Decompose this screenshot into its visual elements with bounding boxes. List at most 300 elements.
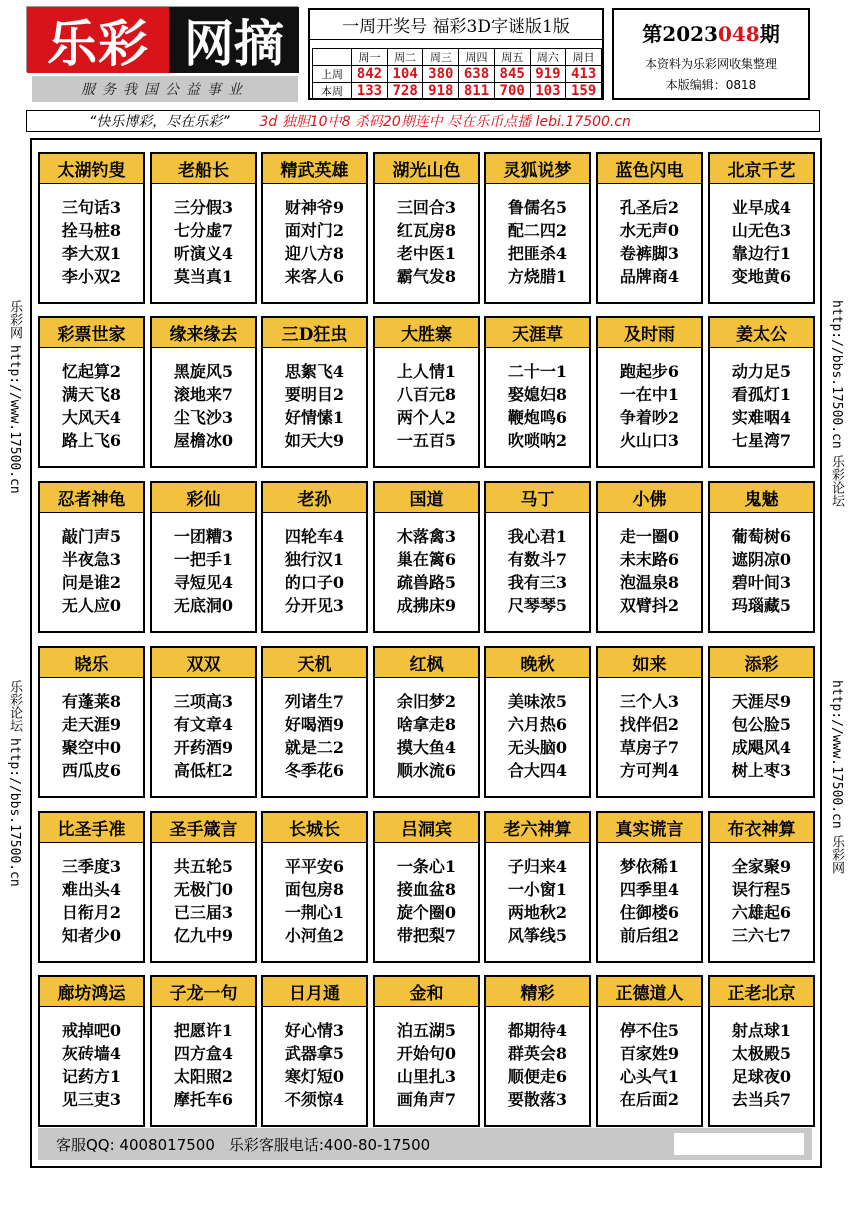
draw-number: 700 [494, 83, 530, 100]
puzzle-line: 小河鱼2 [284, 926, 345, 945]
puzzle-line: 尘飞沙3 [173, 408, 234, 427]
puzzle-author-title: 日月通 [263, 977, 366, 1007]
puzzle-cell [596, 152, 703, 304]
puzzle-author-title: 三D狂虫 [263, 318, 366, 348]
puzzle-cell [150, 481, 257, 633]
puzzle-lines [486, 348, 589, 452]
puzzle-cell [373, 481, 480, 633]
puzzle-line: 子归来4 [507, 857, 568, 876]
puzzle-line: 滚地来7 [173, 385, 234, 404]
puzzle-author-title: 彩票世家 [40, 318, 143, 348]
puzzle-cell [150, 811, 257, 963]
puzzle-line: 敲门声5 [61, 527, 122, 546]
puzzle-line: 思絮飞4 [284, 362, 345, 381]
puzzle-frame [30, 138, 822, 1168]
puzzle-line: 合大四4 [507, 761, 568, 780]
puzzle-row [38, 975, 814, 1130]
puzzle-line: 三六七7 [731, 926, 792, 945]
puzzle-line: 泡温泉8 [619, 573, 680, 592]
puzzle-line: 难出头4 [61, 880, 122, 899]
puzzle-cell [708, 481, 815, 633]
puzzle-line: 方烧腊1 [507, 267, 568, 286]
puzzle-line: 走一圈0 [619, 527, 680, 546]
puzzle-cell [150, 316, 257, 468]
puzzle-author-title: 精彩 [486, 977, 589, 1007]
puzzle-author-title: 大胜寨 [375, 318, 478, 348]
puzzle-cell [596, 975, 703, 1127]
puzzle-lines [152, 184, 255, 288]
puzzle-line: 寻短见4 [173, 573, 234, 592]
puzzle-lines [40, 843, 143, 947]
puzzle-cell [261, 646, 368, 798]
puzzle-line: 百家姓9 [619, 1044, 680, 1063]
puzzle-line: 六月热6 [507, 715, 568, 734]
puzzle-author-title: 忍者神龟 [40, 483, 143, 513]
puzzle-author-title: 老孙 [263, 483, 366, 513]
puzzle-author-title: 正德道人 [598, 977, 701, 1007]
draw-number: 638 [459, 66, 495, 83]
puzzle-line: 跑起步6 [619, 362, 680, 381]
side-url: http://www.17500.cn [7, 345, 22, 494]
puzzle-cell [150, 152, 257, 304]
puzzle-line: 灰砖墙4 [61, 1044, 122, 1063]
puzzle-author-title: 晓乐 [40, 648, 143, 678]
puzzle-line: 射点球1 [731, 1021, 792, 1040]
footer-bar [38, 1128, 812, 1160]
puzzle-line: 武器拿5 [284, 1044, 345, 1063]
puzzle-line: 无极门0 [173, 880, 234, 899]
puzzle-line: 一把手1 [173, 550, 234, 569]
puzzle-line: 带把梨7 [396, 926, 457, 945]
right-side-top-text [828, 300, 844, 507]
puzzle-line: 四季里4 [619, 880, 680, 899]
weekly-draw-title: 一周开奖号 福彩3D字谜版1版 [310, 10, 602, 40]
puzzle-line: 莫当真1 [173, 267, 234, 286]
puzzle-line: 屋檐冰0 [173, 431, 234, 450]
weekday-header: 周四 [459, 49, 495, 66]
puzzle-line: 看孤灯1 [731, 385, 792, 404]
puzzle-cell [261, 481, 368, 633]
puzzle-line: 七分虚7 [173, 221, 234, 240]
puzzle-author-title: 马丁 [486, 483, 589, 513]
puzzle-author-title: 精武英雄 [263, 154, 366, 184]
draw-number: 159 [566, 83, 602, 100]
puzzle-line: 满天飞8 [61, 385, 122, 404]
puzzle-line: 财神爷9 [284, 198, 345, 217]
puzzle-line: 三分假3 [173, 198, 234, 217]
puzzle-line: 成飓风4 [731, 738, 792, 757]
site-logo [26, 6, 298, 72]
puzzle-lines [598, 348, 701, 452]
issue-title [614, 18, 808, 47]
puzzle-line: 火山口3 [619, 431, 680, 450]
side-cn: 乐彩网 [829, 834, 844, 874]
puzzle-cell [38, 646, 145, 798]
this-week-row [313, 83, 602, 100]
puzzle-line: 七星湾7 [731, 431, 792, 450]
side-cn: 乐彩网 [7, 300, 22, 339]
puzzle-lines [152, 678, 255, 782]
puzzle-line: 一条心1 [396, 857, 457, 876]
puzzle-line: 黑旋风5 [173, 362, 234, 381]
puzzle-line: 知者少0 [61, 926, 122, 945]
puzzle-line: 已三届3 [173, 903, 234, 922]
puzzle-line: 三项高3 [173, 692, 234, 711]
puzzle-lines [598, 1007, 701, 1111]
table-corner [313, 49, 352, 66]
puzzle-line: 独行汉1 [284, 550, 345, 569]
puzzle-line: 停不住5 [619, 1021, 680, 1040]
puzzle-lines [486, 513, 589, 617]
customer-service-phone: 乐彩客服电话:400-80-17500 [228, 1135, 431, 1154]
puzzle-cell [38, 481, 145, 633]
draw-number: 845 [494, 66, 530, 83]
puzzle-line: 娶媳妇8 [507, 385, 568, 404]
puzzle-author-title: 晚秋 [486, 648, 589, 678]
puzzle-lines [710, 1007, 813, 1111]
puzzle-line: 业早成4 [731, 198, 792, 217]
issue-number: 048 [717, 22, 760, 46]
puzzle-author-title: 及时雨 [598, 318, 701, 348]
puzzle-line: 未末路6 [619, 550, 680, 569]
puzzle-cell [708, 316, 815, 468]
side-url: http://bbs.17500.cn [7, 738, 22, 887]
puzzle-line: 摩托车6 [173, 1090, 234, 1109]
puzzle-cell [261, 152, 368, 304]
draw-number: 133 [352, 83, 388, 100]
customer-service-qq: 客服QQ: 4008017500 [56, 1135, 215, 1154]
puzzle-cell [484, 152, 591, 304]
last-week-label: 上周 [313, 66, 352, 83]
puzzle-line: 大风天4 [61, 408, 122, 427]
puzzle-author-title: 天涯草 [486, 318, 589, 348]
puzzle-lines [710, 184, 813, 288]
puzzle-cell [38, 811, 145, 963]
puzzle-cell [261, 316, 368, 468]
puzzle-cell [261, 811, 368, 963]
puzzle-line: 玛瑙藏5 [731, 596, 792, 615]
puzzle-lines [263, 678, 366, 782]
puzzle-cell [484, 646, 591, 798]
puzzle-lines [598, 678, 701, 782]
puzzle-line: 顺便走6 [507, 1067, 568, 1086]
puzzle-author-title: 长城长 [263, 813, 366, 843]
puzzle-line: 泊五湖5 [396, 1021, 457, 1040]
puzzle-lines [375, 678, 478, 782]
puzzle-line: 余旧梦2 [396, 692, 457, 711]
puzzle-cell [373, 316, 480, 468]
puzzle-line: 好喝酒9 [284, 715, 345, 734]
puzzle-line: 霸气发8 [396, 267, 457, 286]
puzzle-line: 四轮车4 [284, 527, 345, 546]
puzzle-line: 面对门2 [284, 221, 345, 240]
puzzle-line: 争着吵2 [619, 408, 680, 427]
puzzle-line: 前后组2 [619, 926, 680, 945]
issue-box [612, 8, 810, 100]
puzzle-line: 三回合3 [396, 198, 457, 217]
puzzle-line: 鲁儒名5 [507, 198, 568, 217]
puzzle-lines [375, 513, 478, 617]
draw-number: 104 [387, 66, 423, 83]
puzzle-line: 的口子0 [284, 573, 345, 592]
puzzle-row [38, 152, 814, 307]
puzzle-lines [598, 184, 701, 288]
puzzle-line: 疏兽路5 [396, 573, 457, 592]
draw-number: 919 [530, 66, 566, 83]
puzzle-line: 开药酒9 [173, 738, 234, 757]
puzzle-cell [150, 646, 257, 798]
side-cn: 乐彩论坛 [829, 454, 844, 507]
issue-editor: 本版编辑：0818 [665, 78, 757, 92]
puzzle-author-title: 比圣手准 [40, 813, 143, 843]
puzzle-line: 四方盒4 [173, 1044, 234, 1063]
puzzle-author-title: 灵狐说梦 [486, 154, 589, 184]
weekday-header-row [313, 49, 602, 66]
puzzle-cell [596, 481, 703, 633]
puzzle-line: 吹唢呐2 [507, 431, 568, 450]
puzzle-line: 啥拿走8 [396, 715, 457, 734]
puzzle-lines [486, 184, 589, 288]
puzzle-line: 靠边行1 [731, 244, 792, 263]
puzzle-line: 在后面2 [619, 1090, 680, 1109]
puzzle-author-title: 老六神算 [486, 813, 589, 843]
last-week-row [313, 66, 602, 83]
puzzle-author-title: 如来 [598, 648, 701, 678]
weekday-header: 周五 [494, 49, 530, 66]
puzzle-line: 分开见3 [284, 596, 345, 615]
puzzle-line: 西瓜皮6 [61, 761, 122, 780]
puzzle-author-title: 真实谎言 [598, 813, 701, 843]
puzzle-cell [708, 646, 815, 798]
puzzle-line: 忆起算2 [61, 362, 122, 381]
puzzle-line: 住御楼6 [619, 903, 680, 922]
weekly-draw-box [308, 8, 604, 100]
puzzle-lines [263, 843, 366, 947]
puzzle-cell [708, 152, 815, 304]
puzzle-line: 旋个圈0 [396, 903, 457, 922]
puzzle-cell [261, 975, 368, 1127]
puzzle-line: 木落禽3 [396, 527, 457, 546]
puzzle-cell [708, 975, 815, 1127]
puzzle-line: 山里扎3 [396, 1067, 457, 1086]
weekday-header: 周日 [566, 49, 602, 66]
draw-number: 103 [530, 83, 566, 100]
puzzle-line: 把匪杀4 [507, 244, 568, 263]
puzzle-lines [263, 184, 366, 288]
puzzle-line: 半夜急3 [61, 550, 122, 569]
puzzle-author-title: 金和 [375, 977, 478, 1007]
puzzle-line: 有蓬莱8 [61, 692, 122, 711]
puzzle-cell [38, 152, 145, 304]
puzzle-line: 足球夜0 [731, 1067, 792, 1086]
puzzle-cell [596, 316, 703, 468]
puzzle-line: 李小双2 [61, 267, 122, 286]
puzzle-lines [375, 1007, 478, 1111]
puzzle-line: 要明目2 [284, 385, 345, 404]
puzzle-line: 葡萄树6 [731, 527, 792, 546]
draw-number: 842 [352, 66, 388, 83]
puzzle-author-title: 子龙一句 [152, 977, 255, 1007]
puzzle-line: 太阳照2 [173, 1067, 234, 1086]
puzzle-lines [375, 843, 478, 947]
puzzle-line: 山无色3 [731, 221, 792, 240]
draw-number: 918 [423, 83, 459, 100]
puzzle-line: 把愿许1 [173, 1021, 234, 1040]
puzzle-lines [710, 348, 813, 452]
puzzle-line: 一小窗1 [507, 880, 568, 899]
puzzle-line: 就是二2 [284, 738, 345, 757]
puzzle-line: 一在中1 [619, 385, 680, 404]
puzzle-line: 戒掉吧0 [61, 1021, 122, 1040]
puzzle-line: 包公脸5 [731, 715, 792, 734]
draw-number: 413 [566, 66, 602, 83]
puzzle-row [38, 811, 814, 966]
puzzle-author-title: 国道 [375, 483, 478, 513]
puzzle-author-title: 鬼魅 [710, 483, 813, 513]
puzzle-line: 三个人3 [619, 692, 680, 711]
puzzle-cell [484, 481, 591, 633]
puzzle-line: 误行程5 [731, 880, 792, 899]
motto-bar [26, 110, 820, 132]
puzzle-line: 路上飞6 [61, 431, 122, 450]
puzzle-line: 来客人6 [284, 267, 345, 286]
puzzle-line: 八百元8 [396, 385, 457, 404]
puzzle-author-title: 老船长 [152, 154, 255, 184]
puzzle-cell [373, 811, 480, 963]
puzzle-author-title: 正老北京 [710, 977, 813, 1007]
puzzle-line: 找伴侣2 [619, 715, 680, 734]
puzzle-line: 听演义4 [173, 244, 234, 263]
puzzle-line: 无人应0 [61, 596, 122, 615]
puzzle-line: 二十一1 [507, 362, 568, 381]
puzzle-author-title: 双双 [152, 648, 255, 678]
puzzle-line: 草房子7 [619, 738, 680, 757]
puzzle-line: 迎八方8 [284, 244, 345, 263]
footer-blank-box [674, 1133, 804, 1155]
puzzle-line: 品牌商4 [619, 267, 680, 286]
puzzle-cell [596, 646, 703, 798]
draw-number: 811 [459, 83, 495, 100]
puzzle-line: 无底洞0 [173, 596, 234, 615]
puzzle-line: 画角声7 [396, 1090, 457, 1109]
puzzle-line: 全家聚9 [731, 857, 792, 876]
puzzle-row [38, 316, 814, 471]
puzzle-line: 顺水流6 [396, 761, 457, 780]
puzzle-author-title: 湖光山色 [375, 154, 478, 184]
puzzle-line: 摸大鱼4 [396, 738, 457, 757]
puzzle-lines [486, 678, 589, 782]
logo-red-part: 乐彩 [27, 7, 169, 73]
puzzle-line: 如天大9 [284, 431, 345, 450]
puzzle-lines [486, 843, 589, 947]
left-side-bottom-text [6, 680, 22, 887]
puzzle-line: 冬季花6 [284, 761, 345, 780]
puzzle-line: 上人情1 [396, 362, 457, 381]
puzzle-line: 列诸生7 [284, 692, 345, 711]
puzzle-line: 鞭炮鸣6 [507, 408, 568, 427]
puzzle-line: 好情愫1 [284, 408, 345, 427]
puzzle-line: 亿九中9 [173, 926, 234, 945]
puzzle-line: 巢在篱6 [396, 550, 457, 569]
puzzle-line: 两个人2 [396, 408, 457, 427]
puzzle-line: 有文章4 [173, 715, 234, 734]
puzzle-line: 三句话3 [61, 198, 122, 217]
puzzle-author-title: 缘来缘去 [152, 318, 255, 348]
puzzle-line: 日衔月2 [61, 903, 122, 922]
puzzle-line: 高低杠2 [173, 761, 234, 780]
puzzle-line: 开始句0 [396, 1044, 457, 1063]
puzzle-cell [484, 811, 591, 963]
puzzle-line: 我有三3 [507, 573, 568, 592]
puzzle-lines [486, 1007, 589, 1111]
puzzle-line: 变地黄6 [731, 267, 792, 286]
puzzle-author-title: 彩仙 [152, 483, 255, 513]
puzzle-line: 一五百5 [396, 431, 457, 450]
puzzle-line: 六雄起6 [731, 903, 792, 922]
puzzle-author-title: 添彩 [710, 648, 813, 678]
puzzle-line: 李大双1 [61, 244, 122, 263]
puzzle-line: 红瓦房8 [396, 221, 457, 240]
side-cn: 乐彩论坛 [7, 680, 22, 732]
issue-suffix: 期 [759, 22, 780, 46]
puzzle-lines [152, 513, 255, 617]
puzzle-cell [150, 975, 257, 1127]
puzzle-lines [710, 513, 813, 617]
puzzle-author-title: 布衣神算 [710, 813, 813, 843]
puzzle-line: 一团糟3 [173, 527, 234, 546]
weekday-header: 周六 [530, 49, 566, 66]
puzzle-line: 成拂床9 [396, 596, 457, 615]
puzzle-lines [40, 184, 143, 288]
this-week-label: 本周 [313, 83, 352, 100]
puzzle-lines [263, 348, 366, 452]
puzzle-author-title: 太湖钓叟 [40, 154, 143, 184]
puzzle-line: 碧叶间3 [731, 573, 792, 592]
puzzle-lines [375, 184, 478, 288]
puzzle-row [38, 481, 814, 636]
puzzle-lines [710, 678, 813, 782]
puzzle-line: 平平安6 [284, 857, 345, 876]
puzzle-line: 美味浓5 [507, 692, 568, 711]
puzzle-cell [596, 811, 703, 963]
puzzle-line: 共五轮5 [173, 857, 234, 876]
puzzle-cell [708, 811, 815, 963]
weekly-draw-table [312, 48, 602, 100]
motto-left: “快乐博彩，尽在乐彩” [89, 114, 230, 130]
puzzle-line: 卷裤脚3 [619, 244, 680, 263]
issue-prefix: 第2023 [642, 22, 718, 46]
puzzle-lines [598, 843, 701, 947]
puzzle-line: 遮阴凉0 [731, 550, 792, 569]
puzzle-line: 风筝线5 [507, 926, 568, 945]
puzzle-line: 不须惊4 [284, 1090, 345, 1109]
puzzle-line: 双臂抖2 [619, 596, 680, 615]
puzzle-author-title: 廊坊鸿运 [40, 977, 143, 1007]
puzzle-lines [710, 843, 813, 947]
puzzle-line: 聚空中0 [61, 738, 122, 757]
puzzle-row [38, 646, 814, 801]
puzzle-author-title: 姜太公 [710, 318, 813, 348]
puzzle-line: 老中医1 [396, 244, 457, 263]
puzzle-line: 拴马桩8 [61, 221, 122, 240]
puzzle-author-title: 红枫 [375, 648, 478, 678]
puzzle-line: 实难咽4 [731, 408, 792, 427]
puzzle-line: 梦依稀1 [619, 857, 680, 876]
draw-number: 728 [387, 83, 423, 100]
puzzle-line: 天涯尽9 [731, 692, 792, 711]
puzzle-author-title: 吕洞宾 [375, 813, 478, 843]
motto-right: 3d 独胆10中8 杀码20期连中 尽在乐币点播 lebi.17500.cn [259, 114, 631, 130]
